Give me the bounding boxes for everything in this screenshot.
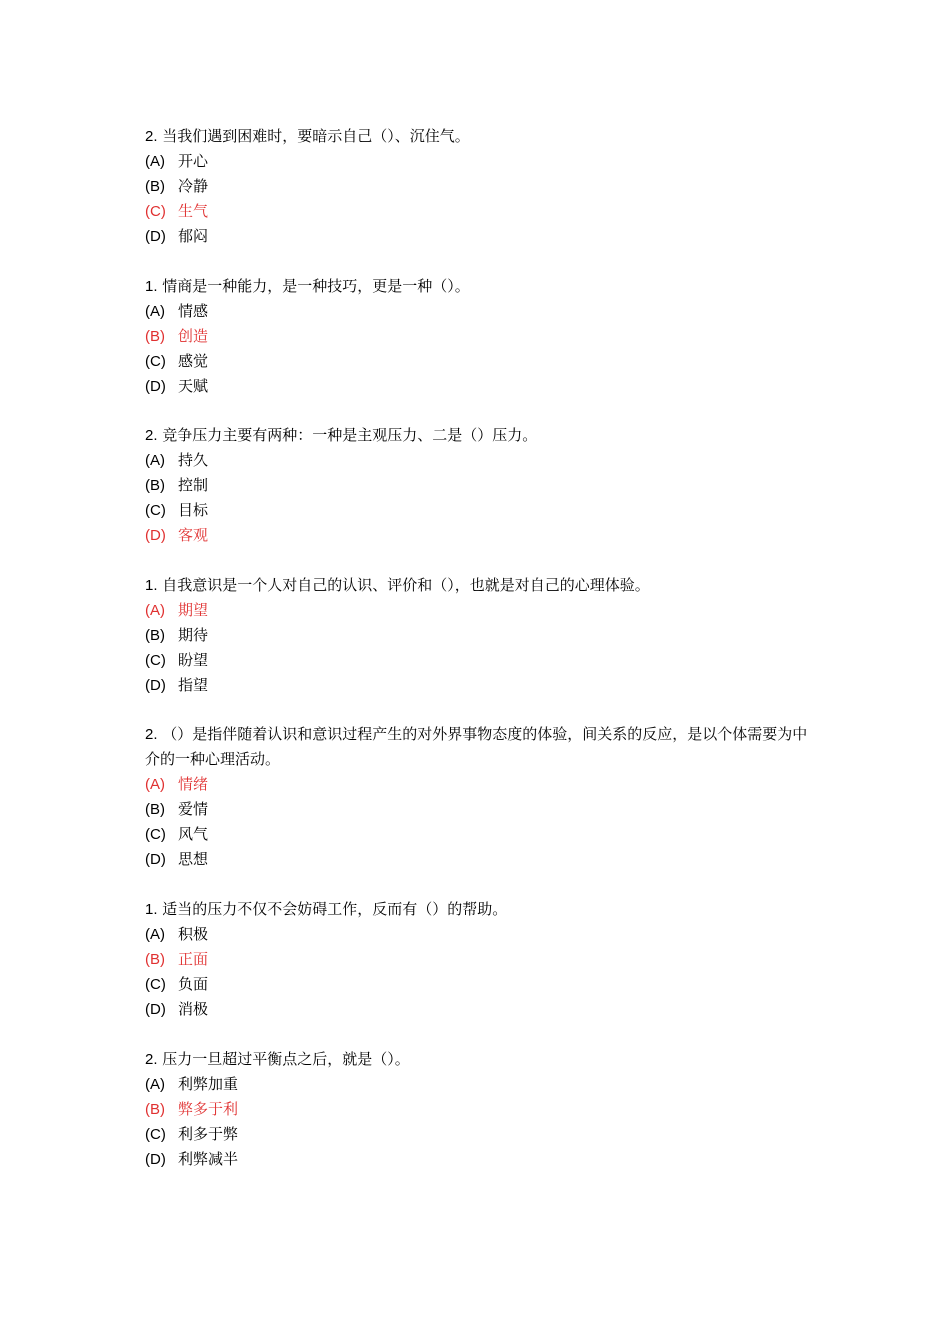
option-b (145, 174, 815, 199)
option-text: 利弊减半 (178, 1149, 239, 1168)
question-stem (145, 897, 815, 922)
question-number: 2. (145, 427, 158, 445)
option-text: 负面 (178, 974, 209, 993)
option-letter: (A) (145, 1075, 165, 1093)
option-text: 持久 (178, 451, 209, 470)
option-letter: (C) (145, 826, 166, 844)
option-b-highlighted (145, 324, 815, 349)
option-text: 情绪 (178, 775, 209, 794)
option-letter: (D) (145, 676, 166, 694)
option-a (145, 448, 815, 473)
option-text: 感觉 (178, 351, 209, 370)
option-a (145, 149, 815, 174)
option-b-highlighted (145, 1097, 815, 1122)
option-text: 生气 (178, 202, 209, 220)
option-b (145, 473, 815, 498)
question-text: 情商是一种能力，是一种技巧，更是一种（）。 (162, 276, 470, 295)
option-letter: (B) (145, 801, 165, 819)
option-letter: (C) (145, 651, 166, 669)
question-stem (145, 423, 815, 448)
option-c (145, 822, 815, 847)
question-number: 1. (145, 576, 158, 594)
option-c (145, 349, 815, 374)
option-letter: (D) (145, 527, 166, 545)
question-text: 当我们遇到困难时，要暗示自己（）、沉住气。 (162, 127, 470, 145)
question-stem (145, 722, 815, 772)
question-text: 自我意识是一个人对自己的认识、评价和（），也就是对自己的心理体验。 (162, 575, 650, 594)
option-text: 盼望 (178, 650, 209, 669)
option-d (145, 1147, 815, 1172)
option-letter: (B) (145, 626, 165, 644)
option-d (145, 374, 815, 399)
option-letter: (C) (145, 1125, 166, 1143)
question-text: （）是指伴随着认识和意识过程产生的对外界事物态度的体验，间关系的反应，是以个体需要为中介的一种心理活动。 (145, 725, 808, 769)
option-b-highlighted (145, 947, 815, 972)
option-text: 正面 (178, 949, 209, 968)
question-number: 2. (145, 726, 158, 744)
option-text: 目标 (178, 501, 209, 520)
option-b (145, 797, 815, 822)
quiz-document (145, 124, 815, 1196)
option-text: 客观 (178, 526, 209, 545)
question-stem (145, 573, 815, 598)
option-text: 利弊加重 (178, 1074, 239, 1093)
question-block (145, 1047, 815, 1172)
question-number: 2. (145, 1050, 158, 1068)
question-number: 1. (145, 900, 158, 918)
question-block (145, 722, 815, 872)
option-text: 弊多于利 (178, 1099, 239, 1118)
option-text: 积极 (178, 924, 209, 943)
option-a (145, 1072, 815, 1097)
option-text: 风气 (178, 825, 209, 844)
option-letter: (A) (145, 302, 165, 320)
option-letter: (D) (145, 1000, 166, 1018)
option-text: 利多于弊 (178, 1124, 239, 1143)
option-text: 思想 (178, 850, 209, 869)
option-letter: (D) (145, 851, 166, 869)
question-block (145, 423, 815, 548)
option-letter: (B) (145, 327, 165, 345)
option-d-highlighted (145, 523, 815, 548)
option-a-highlighted (145, 772, 815, 797)
option-text: 期待 (178, 625, 209, 644)
option-text: 期望 (178, 600, 209, 619)
option-letter: (B) (145, 950, 165, 968)
question-text: 适当的压力不仅不会妨碍工作，反而有（）的帮助。 (162, 899, 508, 918)
option-letter: (D) (145, 228, 166, 245)
option-d (145, 673, 815, 698)
question-number: 1. (145, 277, 158, 295)
option-b (145, 623, 815, 648)
option-letter: (A) (145, 776, 165, 794)
question-block (145, 573, 815, 698)
option-c (145, 498, 815, 523)
option-letter: (C) (145, 975, 166, 993)
question-text: 压力一旦超过平衡点之后，就是（）。 (162, 1049, 410, 1068)
option-text: 郁闷 (178, 227, 209, 245)
option-letter: (D) (145, 377, 166, 395)
option-letter: (A) (145, 452, 165, 470)
option-d (145, 997, 815, 1022)
option-text: 开心 (178, 152, 209, 170)
option-a (145, 299, 815, 324)
option-c (145, 972, 815, 997)
question-stem (145, 274, 815, 299)
option-text: 消极 (178, 999, 209, 1018)
option-text: 冷静 (178, 177, 209, 195)
option-letter: (A) (145, 601, 165, 619)
option-text: 控制 (178, 476, 209, 495)
question-block (145, 897, 815, 1022)
option-text: 指望 (178, 675, 209, 694)
question-block (145, 124, 815, 249)
option-letter: (B) (145, 477, 165, 495)
option-letter: (C) (145, 203, 166, 220)
option-letter: (A) (145, 153, 165, 170)
option-a (145, 922, 815, 947)
option-letter: (C) (145, 502, 166, 520)
option-text: 爱情 (178, 800, 209, 819)
question-stem (145, 124, 815, 149)
option-c-highlighted (145, 199, 815, 224)
question-stem (145, 1047, 815, 1072)
option-letter: (D) (145, 1150, 166, 1168)
option-c (145, 648, 815, 673)
option-text: 创造 (178, 326, 209, 345)
option-d (145, 847, 815, 872)
option-text: 情感 (178, 301, 209, 320)
option-letter: (C) (145, 352, 166, 370)
question-text: 竞争压力主要有两种：一种是主观压力、二是（）压力。 (162, 426, 538, 445)
option-a-highlighted (145, 598, 815, 623)
option-d (145, 224, 815, 249)
option-text: 天赋 (178, 376, 209, 395)
question-block (145, 274, 815, 399)
question-number: 2. (145, 128, 158, 145)
option-letter: (B) (145, 178, 165, 195)
option-letter: (B) (145, 1100, 165, 1118)
option-letter: (A) (145, 925, 165, 943)
option-c (145, 1122, 815, 1147)
